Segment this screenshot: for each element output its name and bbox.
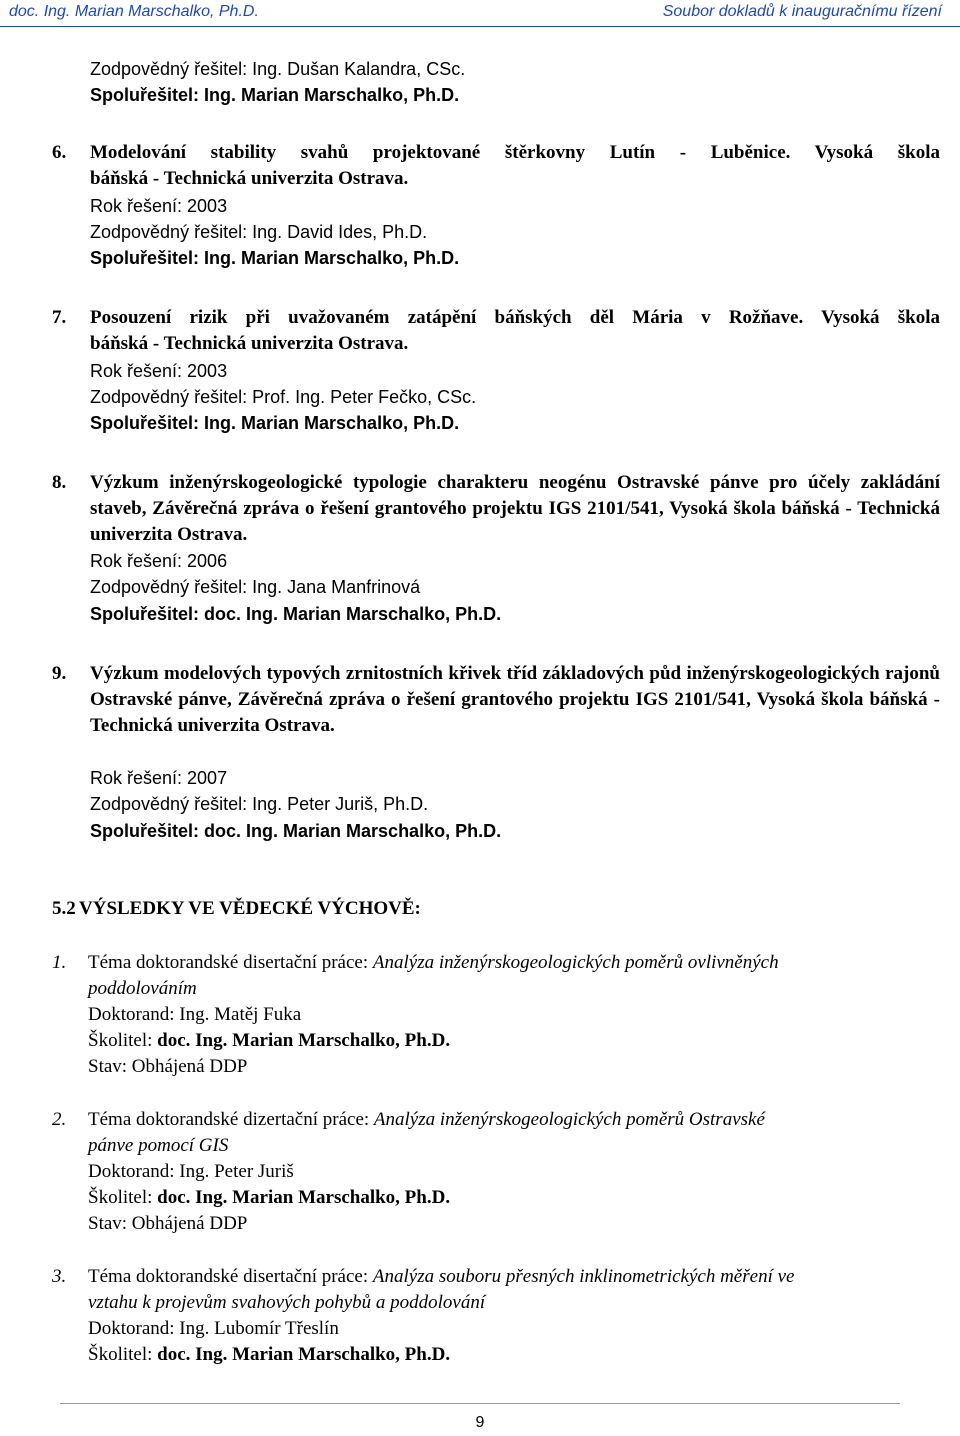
thesis-status: Stav: Obhájená DDP — [88, 1056, 248, 1077]
header-author: doc. Ing. Marian Marschalko, Ph.D. — [9, 3, 259, 20]
supervisor-name: doc. Ing. Marian Marschalko, Ph.D. — [157, 1344, 451, 1365]
project-title-line: Posouzení rizik při uvažovaném zatápění báňských děl Mária v Rožňave. Vysoká škola — [90, 307, 940, 328]
project-responsible: Zodpovědný řešitel: Ing. Peter Juriš, Ph.D. — [90, 794, 429, 814]
thesis-title-line — [88, 1109, 765, 1131]
thesis-supervisor-line — [88, 1030, 450, 1052]
thesis-number: 1. — [52, 952, 67, 973]
project-year: Rok řešení: 2006 — [90, 551, 228, 571]
supervisor-name: doc. Ing. Marian Marschalko, Ph.D. — [157, 1030, 451, 1051]
supervisor-label: Školitel: — [88, 1030, 158, 1051]
project-coworker: Spoluřešitel: doc. Ing. Marian Marschalko, Ph.D. — [90, 821, 502, 841]
project-year: Rok řešení: 2003 — [90, 196, 228, 216]
supervisor-label: Školitel: — [88, 1344, 158, 1365]
supervisor-name: doc. Ing. Marian Marschalko, Ph.D. — [157, 1187, 451, 1208]
thesis-supervisor-line — [88, 1187, 450, 1209]
thesis-title-line: vztahu k projevům svahových pohybů a poddolování — [88, 1292, 486, 1313]
page-header — [0, 0, 960, 26]
section-heading — [52, 898, 421, 920]
thesis-doctorand: Doktorand: Ing. Lubomír Třeslín — [88, 1318, 339, 1339]
thesis-title-line — [88, 1266, 794, 1288]
project-number: 8. — [52, 472, 67, 493]
project-title-line: báňská - Technická univerzita Ostrava. — [90, 333, 409, 354]
top-responsible: Zodpovědný řešitel: Ing. Dušan Kalandra, CSc. — [90, 59, 466, 79]
project-responsible: Zodpovědný řešitel: Ing. David Ides, Ph.D. — [90, 222, 428, 242]
thesis-title: Analýza souboru přesných inklinometrických měření ve — [372, 1266, 795, 1287]
project-responsible: Zodpovědný řešitel: Ing. Jana Manfrinová — [90, 577, 421, 597]
project-title: Výzkum modelových typových zrnitostních křivek tříd základových půd inženýrskogeologických rajonů Ostravské pánve, Závěrečná zpráva o řešení grantového projektu IGS 2101/541, Vysoká škola báňská - Technická univerzita Ostrava. — [90, 663, 940, 736]
project-coworker: Spoluřešitel: doc. Ing. Marian Marschalko, Ph.D. — [90, 604, 502, 624]
thesis-number: 2. — [52, 1109, 67, 1130]
footer-divider — [60, 1403, 900, 1404]
thesis-prefix: Téma doktorandské disertační práce: — [88, 1266, 373, 1287]
project-coworker: Spoluřešitel: Ing. Marian Marschalko, Ph.D. — [90, 413, 460, 433]
thesis-title-line: poddolováním — [88, 978, 197, 999]
header-document-title: Soubor dokladů k inauguračnímu řízení — [662, 3, 942, 20]
project-number: 9. — [52, 663, 67, 684]
project-title-line: báňská - Technická univerzita Ostrava. — [90, 168, 409, 189]
page-number: 9 — [475, 1414, 485, 1431]
project-coworker: Spoluřešitel: Ing. Marian Marschalko, Ph.D. — [90, 248, 460, 268]
project-year: Rok řešení: 2007 — [90, 768, 228, 788]
thesis-status: Stav: Obhájená DDP — [88, 1213, 248, 1234]
project-number: 7. — [52, 307, 67, 328]
supervisor-label: Školitel: — [88, 1187, 158, 1208]
thesis-title-line — [88, 952, 779, 974]
thesis-doctorand: Doktorand: Ing. Matěj Fuka — [88, 1004, 302, 1025]
section-number: 5.2 — [52, 898, 76, 919]
header-divider — [0, 26, 960, 27]
thesis-title: Analýza inženýrskogeologických poměrů Ostravské — [373, 1109, 765, 1130]
thesis-title-line: pánve pomocí GIS — [88, 1135, 229, 1156]
top-coworker: Spoluřešitel: Ing. Marian Marschalko, Ph.D. — [90, 85, 460, 105]
thesis-supervisor-line — [88, 1344, 450, 1366]
thesis-title: Analýza inženýrskogeologických poměrů ovlivněných — [372, 952, 779, 973]
project-year: Rok řešení: 2003 — [90, 361, 228, 381]
project-responsible: Zodpovědný řešitel: Prof. Ing. Peter Fečko, CSc. — [90, 387, 477, 407]
thesis-prefix: Téma doktorandské disertační práce: — [88, 952, 373, 973]
project-title-line: Modelování stability svahů projektované štěrkovny Lutín - Luběnice. Vysoká škola — [90, 142, 940, 163]
section-title: VÝSLEDKY VE VĚDECKÉ VÝCHOVĚ: — [79, 898, 421, 919]
thesis-doctorand: Doktorand: Ing. Peter Juriš — [88, 1161, 294, 1182]
thesis-number: 3. — [52, 1266, 67, 1287]
thesis-prefix: Téma doktorandské dizertační práce: — [88, 1109, 374, 1130]
project-number: 6. — [52, 142, 67, 163]
project-title: Výzkum inženýrskogeologické typologie charakteru neogénu Ostravské pánve pro účely zakládání staveb, Závěrečná zpráva o řešení grantového projektu IGS 2101/541, Vysoká škola báňská - Technická univerzita Ostrava. — [90, 472, 940, 545]
